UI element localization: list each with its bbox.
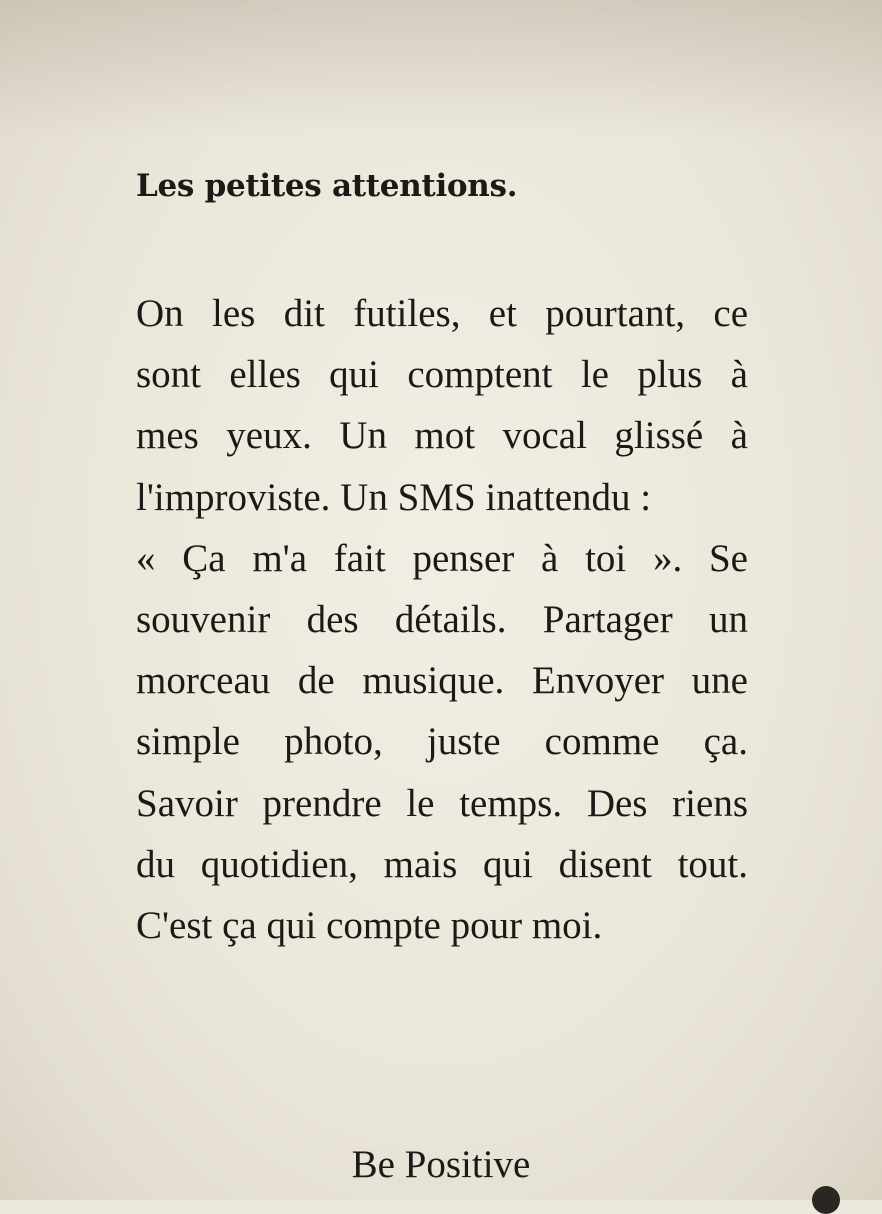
body-line: mes yeux. Un mot vocal glissé à	[136, 414, 748, 458]
corner-mark	[812, 1186, 840, 1214]
body-line: morceau de musique. Envoyer une	[136, 659, 748, 703]
body-line: l'improviste. Un SMS inattendu :	[136, 475, 652, 519]
body-line: On les dit futiles, et pourtant, ce	[136, 292, 748, 335]
body-line: Savoir prendre le temps. Des riens	[136, 781, 748, 825]
signature: Be Positive	[351, 1143, 531, 1186]
body-line: du quotidien, mais qui disent tout.	[136, 842, 748, 886]
body-line: C'est ça qui compte pour moi.	[136, 903, 603, 947]
body-paragraph	[136, 283, 748, 956]
body-line: « Ça m'a fait penser à toi ». Se	[136, 536, 748, 580]
body-line: simple photo, juste comme ça.	[136, 720, 748, 764]
body-line: sont elles qui comptent le plus à	[136, 353, 748, 397]
body-line: souvenir des détails. Partager un	[136, 597, 748, 641]
page-title: Les petites attentions.	[136, 168, 518, 204]
